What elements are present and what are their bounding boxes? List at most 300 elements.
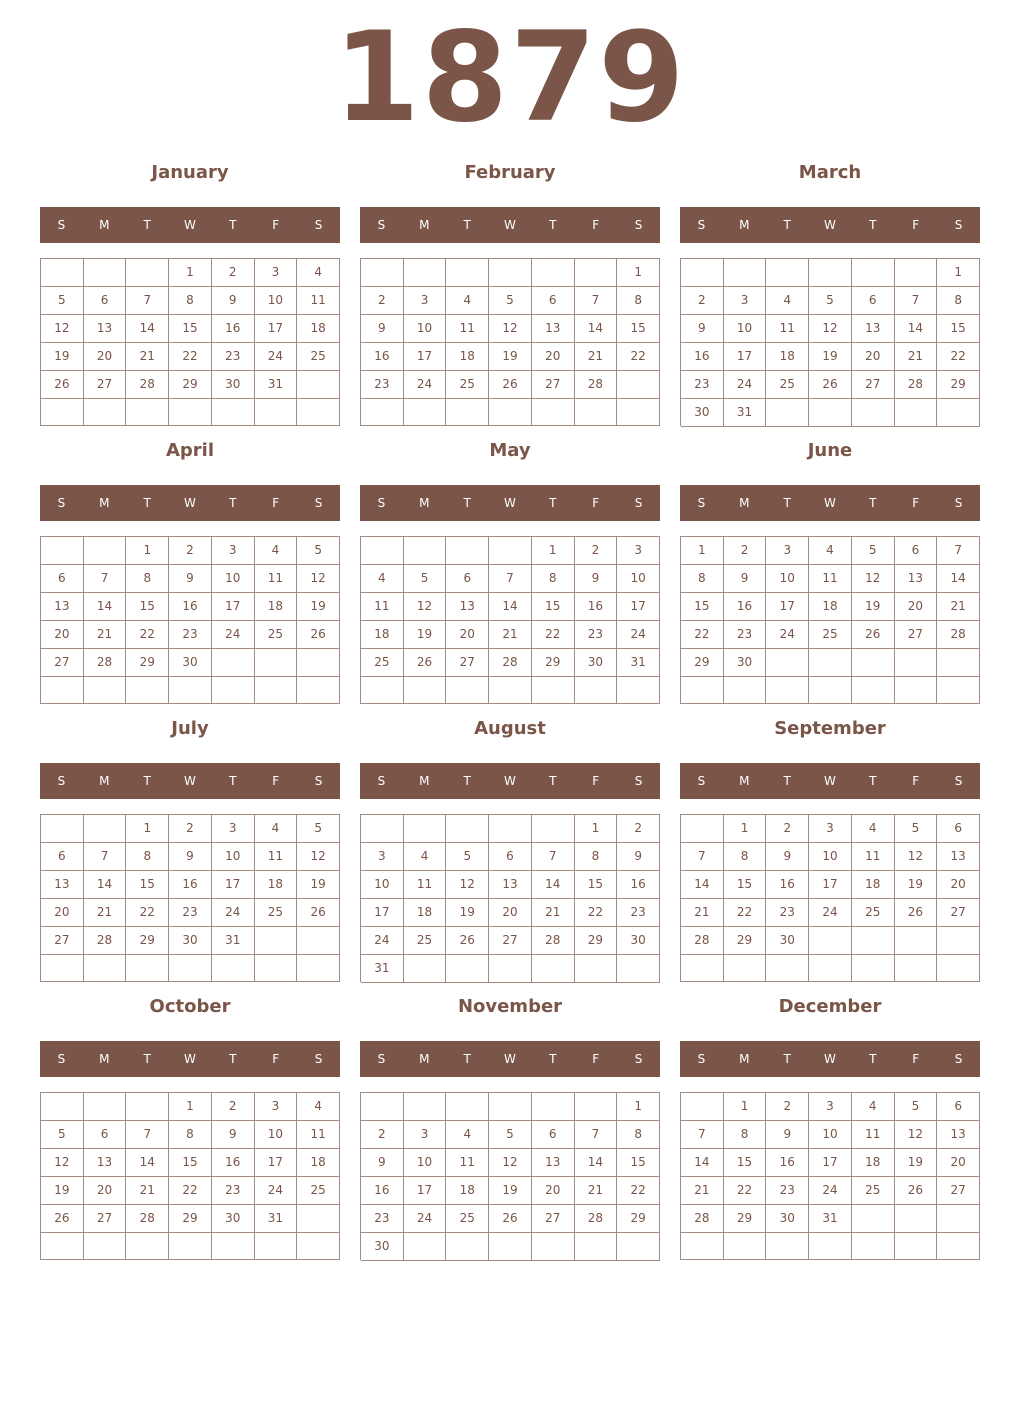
weekday-label: S: [954, 218, 963, 232]
empty-day-cell: [169, 677, 212, 704]
day-cell: 21: [681, 899, 724, 927]
day-cell: 1: [169, 259, 212, 287]
weekday-label: M: [419, 774, 430, 788]
weekday-label: M: [99, 774, 110, 788]
day-cell: 12: [297, 843, 340, 871]
month-september: [680, 711, 980, 989]
weekday-label: S: [954, 774, 963, 788]
weekday-header: [360, 485, 660, 521]
empty-day-cell: [297, 955, 340, 982]
day-cell: 17: [809, 1149, 852, 1177]
day-cell: 23: [617, 899, 660, 927]
day-cell: 15: [169, 315, 212, 343]
empty-day-cell: [809, 1233, 852, 1260]
day-cell: 22: [126, 621, 169, 649]
day-cell: 15: [169, 1149, 212, 1177]
day-cell: 15: [937, 315, 980, 343]
day-cell: 7: [937, 537, 980, 565]
day-cell: 13: [937, 843, 980, 871]
day-cell: 21: [937, 593, 980, 621]
day-cell: 24: [617, 621, 660, 649]
month-february: [360, 155, 660, 433]
day-cell: 14: [126, 315, 169, 343]
day-cell: 14: [84, 871, 127, 899]
weekday-label: T: [463, 1052, 471, 1066]
day-cell: 12: [404, 593, 447, 621]
day-cell: 9: [766, 1121, 809, 1149]
empty-day-cell: [361, 815, 404, 843]
empty-day-cell: [404, 537, 447, 565]
weekday-header: [40, 1041, 340, 1077]
day-cell: 13: [41, 871, 84, 899]
empty-day-cell: [809, 259, 852, 287]
empty-day-cell: [84, 815, 127, 843]
day-cell: 26: [297, 621, 340, 649]
day-cell: 5: [404, 565, 447, 593]
empty-day-cell: [297, 1233, 340, 1260]
empty-day-cell: [937, 677, 980, 704]
empty-day-cell: [575, 677, 618, 704]
weekday-label: S: [314, 218, 323, 232]
empty-day-cell: [404, 399, 447, 426]
day-cell: 31: [255, 371, 298, 399]
day-cell: 21: [575, 343, 618, 371]
day-cell: 25: [766, 371, 809, 399]
day-cell: 21: [575, 1177, 618, 1205]
day-cell: 12: [489, 315, 532, 343]
day-grid: [360, 814, 660, 982]
day-cell: 5: [489, 287, 532, 315]
empty-day-cell: [255, 955, 298, 982]
day-grid: [40, 814, 340, 982]
empty-day-cell: [212, 649, 255, 677]
weekday-header: [40, 207, 340, 243]
month-title: March: [798, 162, 862, 183]
day-cell: 19: [297, 871, 340, 899]
empty-day-cell: [489, 399, 532, 426]
day-cell: 16: [681, 343, 724, 371]
day-cell: 26: [895, 899, 938, 927]
day-cell: 4: [446, 287, 489, 315]
weekday-label: S: [377, 774, 386, 788]
months-grid: [40, 155, 980, 1267]
month-title: June: [807, 440, 853, 461]
day-cell: 11: [404, 871, 447, 899]
month-title: August: [474, 718, 546, 739]
day-cell: 23: [681, 371, 724, 399]
weekday-label: W: [824, 1052, 836, 1066]
weekday-label: T: [229, 218, 237, 232]
empty-day-cell: [937, 927, 980, 955]
day-cell: 2: [766, 815, 809, 843]
day-cell: 2: [724, 537, 767, 565]
day-cell: 29: [724, 927, 767, 955]
day-cell: 28: [575, 1205, 618, 1233]
day-cell: 10: [809, 1121, 852, 1149]
day-cell: 13: [532, 315, 575, 343]
weekday-label: T: [229, 1052, 237, 1066]
day-cell: 16: [212, 315, 255, 343]
day-cell: 24: [212, 899, 255, 927]
month-title: October: [149, 996, 231, 1017]
empty-day-cell: [84, 1233, 127, 1260]
weekday-label: W: [184, 1052, 196, 1066]
day-cell: 9: [361, 1149, 404, 1177]
day-cell: 2: [617, 815, 660, 843]
day-cell: 27: [84, 371, 127, 399]
day-grid: [680, 814, 980, 982]
empty-day-cell: [41, 1233, 84, 1260]
weekday-label: T: [783, 496, 791, 510]
weekday-header: [360, 1041, 660, 1077]
day-cell: 7: [575, 287, 618, 315]
empty-day-cell: [766, 649, 809, 677]
empty-day-cell: [361, 537, 404, 565]
day-cell: 19: [41, 343, 84, 371]
day-cell: 16: [575, 593, 618, 621]
weekday-label: W: [504, 774, 516, 788]
empty-day-cell: [617, 1233, 660, 1261]
day-cell: 9: [617, 843, 660, 871]
empty-day-cell: [489, 677, 532, 704]
day-cell: 4: [255, 537, 298, 565]
day-cell: 4: [766, 287, 809, 315]
empty-day-cell: [446, 815, 489, 843]
empty-day-cell: [446, 955, 489, 983]
day-cell: 9: [575, 565, 618, 593]
empty-day-cell: [41, 677, 84, 704]
weekday-label: F: [912, 1052, 920, 1066]
day-cell: 23: [575, 621, 618, 649]
day-cell: 3: [255, 259, 298, 287]
weekday-label: M: [739, 218, 750, 232]
day-cell: 6: [895, 537, 938, 565]
day-cell: 11: [852, 843, 895, 871]
weekday-label: T: [143, 774, 151, 788]
day-cell: 30: [169, 927, 212, 955]
day-cell: 15: [724, 871, 767, 899]
empty-day-cell: [126, 399, 169, 426]
day-cell: 7: [895, 287, 938, 315]
day-cell: 18: [852, 1149, 895, 1177]
day-cell: 3: [212, 815, 255, 843]
empty-day-cell: [169, 399, 212, 426]
empty-day-cell: [895, 399, 938, 427]
day-cell: 5: [41, 287, 84, 315]
day-cell: 4: [809, 537, 852, 565]
weekday-label: F: [592, 1052, 600, 1066]
weekday-label: M: [419, 496, 430, 510]
day-cell: 17: [404, 343, 447, 371]
empty-day-cell: [575, 399, 618, 426]
day-cell: 4: [852, 815, 895, 843]
month-july: [40, 711, 340, 989]
day-cell: 26: [41, 371, 84, 399]
month-june: [680, 433, 980, 711]
day-cell: 11: [446, 1149, 489, 1177]
day-cell: 5: [446, 843, 489, 871]
empty-day-cell: [809, 399, 852, 427]
day-cell: 30: [169, 649, 212, 677]
weekday-label: W: [504, 496, 516, 510]
day-cell: 28: [895, 371, 938, 399]
empty-day-cell: [126, 1233, 169, 1260]
empty-day-cell: [681, 677, 724, 704]
day-cell: 25: [404, 927, 447, 955]
day-cell: 29: [126, 649, 169, 677]
empty-day-cell: [297, 1205, 340, 1233]
day-cell: 19: [297, 593, 340, 621]
day-cell: 11: [766, 315, 809, 343]
day-cell: 31: [617, 649, 660, 677]
day-cell: 22: [169, 1177, 212, 1205]
day-cell: 6: [41, 565, 84, 593]
month-title: May: [489, 440, 531, 461]
day-cell: 4: [404, 843, 447, 871]
day-cell: 14: [681, 1149, 724, 1177]
weekday-label: W: [184, 218, 196, 232]
empty-day-cell: [84, 399, 127, 426]
day-cell: 18: [404, 899, 447, 927]
empty-day-cell: [84, 1093, 127, 1121]
weekday-label: T: [143, 496, 151, 510]
day-cell: 5: [895, 1093, 938, 1121]
empty-day-cell: [41, 259, 84, 287]
day-cell: 21: [895, 343, 938, 371]
empty-day-cell: [212, 1233, 255, 1260]
day-cell: 11: [297, 1121, 340, 1149]
day-cell: 26: [297, 899, 340, 927]
day-cell: 8: [617, 287, 660, 315]
day-cell: 7: [126, 287, 169, 315]
empty-day-cell: [532, 399, 575, 426]
empty-day-cell: [724, 1233, 767, 1260]
day-cell: 18: [809, 593, 852, 621]
day-cell: 16: [766, 1149, 809, 1177]
weekday-label: T: [549, 218, 557, 232]
day-cell: 17: [212, 593, 255, 621]
empty-day-cell: [84, 537, 127, 565]
day-cell: 29: [126, 927, 169, 955]
day-cell: 22: [724, 1177, 767, 1205]
day-cell: 1: [126, 537, 169, 565]
empty-day-cell: [489, 955, 532, 983]
day-cell: 25: [255, 899, 298, 927]
day-cell: 25: [297, 343, 340, 371]
day-cell: 8: [724, 843, 767, 871]
day-cell: 5: [41, 1121, 84, 1149]
day-cell: 6: [532, 1121, 575, 1149]
day-cell: 20: [937, 871, 980, 899]
empty-day-cell: [617, 371, 660, 399]
empty-day-cell: [575, 1093, 618, 1121]
day-cell: 2: [361, 287, 404, 315]
weekday-label: W: [504, 1052, 516, 1066]
day-cell: 28: [126, 371, 169, 399]
day-cell: 25: [852, 899, 895, 927]
empty-day-cell: [41, 399, 84, 426]
day-cell: 11: [361, 593, 404, 621]
day-cell: 24: [255, 1177, 298, 1205]
empty-day-cell: [404, 955, 447, 983]
day-cell: 28: [575, 371, 618, 399]
empty-day-cell: [937, 1233, 980, 1260]
day-cell: 2: [361, 1121, 404, 1149]
empty-day-cell: [489, 1093, 532, 1121]
day-cell: 13: [489, 871, 532, 899]
weekday-label: T: [549, 774, 557, 788]
weekday-label: S: [314, 774, 323, 788]
empty-day-cell: [255, 1233, 298, 1260]
empty-day-cell: [809, 955, 852, 982]
day-cell: 13: [852, 315, 895, 343]
empty-day-cell: [895, 1233, 938, 1260]
day-cell: 29: [169, 371, 212, 399]
day-cell: 28: [681, 1205, 724, 1233]
day-cell: 23: [361, 371, 404, 399]
day-cell: 11: [852, 1121, 895, 1149]
day-grid: [360, 536, 660, 704]
day-cell: 21: [681, 1177, 724, 1205]
day-cell: 23: [212, 1177, 255, 1205]
day-cell: 20: [41, 899, 84, 927]
empty-day-cell: [681, 1233, 724, 1260]
day-cell: 10: [766, 565, 809, 593]
day-cell: 14: [575, 315, 618, 343]
month-march: [680, 155, 980, 433]
empty-day-cell: [212, 955, 255, 982]
day-cell: 10: [724, 315, 767, 343]
day-cell: 19: [489, 343, 532, 371]
empty-day-cell: [895, 1205, 938, 1233]
day-cell: 9: [681, 315, 724, 343]
empty-day-cell: [852, 259, 895, 287]
day-cell: 22: [532, 621, 575, 649]
empty-day-cell: [446, 1093, 489, 1121]
empty-day-cell: [937, 649, 980, 677]
empty-day-cell: [446, 677, 489, 704]
day-cell: 3: [255, 1093, 298, 1121]
day-cell: 22: [724, 899, 767, 927]
day-grid: [680, 258, 980, 426]
day-cell: 23: [212, 343, 255, 371]
weekday-label: W: [824, 774, 836, 788]
day-cell: 9: [212, 1121, 255, 1149]
day-grid: [40, 258, 340, 426]
month-title: February: [464, 162, 556, 183]
day-cell: 30: [724, 649, 767, 677]
weekday-label: T: [869, 774, 877, 788]
day-cell: 17: [255, 1149, 298, 1177]
day-cell: 14: [532, 871, 575, 899]
weekday-label: T: [869, 496, 877, 510]
weekday-label: T: [783, 774, 791, 788]
empty-day-cell: [84, 677, 127, 704]
day-cell: 24: [809, 899, 852, 927]
day-cell: 12: [41, 315, 84, 343]
weekday-label: M: [99, 1052, 110, 1066]
day-cell: 2: [169, 815, 212, 843]
day-cell: 20: [937, 1149, 980, 1177]
weekday-label: T: [463, 496, 471, 510]
day-cell: 15: [617, 1149, 660, 1177]
empty-day-cell: [404, 677, 447, 704]
day-cell: 24: [361, 927, 404, 955]
day-cell: 18: [361, 621, 404, 649]
weekday-label: F: [272, 496, 280, 510]
day-cell: 22: [937, 343, 980, 371]
day-cell: 20: [532, 1177, 575, 1205]
weekday-header: [680, 1041, 980, 1077]
day-cell: 27: [84, 1205, 127, 1233]
day-cell: 6: [937, 815, 980, 843]
day-cell: 14: [489, 593, 532, 621]
day-cell: 30: [212, 371, 255, 399]
day-cell: 3: [404, 1121, 447, 1149]
day-cell: 29: [532, 649, 575, 677]
weekday-label: F: [592, 218, 600, 232]
day-cell: 26: [852, 621, 895, 649]
month-october: [40, 989, 340, 1267]
day-cell: 14: [575, 1149, 618, 1177]
day-cell: 19: [809, 343, 852, 371]
empty-day-cell: [169, 955, 212, 982]
empty-day-cell: [297, 649, 340, 677]
day-cell: 18: [446, 1177, 489, 1205]
day-cell: 9: [724, 565, 767, 593]
day-cell: 24: [255, 343, 298, 371]
weekday-label: S: [377, 496, 386, 510]
empty-day-cell: [724, 677, 767, 704]
day-cell: 12: [489, 1149, 532, 1177]
day-cell: 16: [361, 343, 404, 371]
day-cell: 5: [852, 537, 895, 565]
day-cell: 16: [766, 871, 809, 899]
weekday-label: T: [229, 774, 237, 788]
day-cell: 21: [489, 621, 532, 649]
day-cell: 18: [446, 343, 489, 371]
empty-day-cell: [766, 677, 809, 704]
day-cell: 15: [532, 593, 575, 621]
day-cell: 12: [895, 843, 938, 871]
day-cell: 12: [41, 1149, 84, 1177]
day-cell: 31: [809, 1205, 852, 1233]
empty-day-cell: [126, 1093, 169, 1121]
day-cell: 14: [84, 593, 127, 621]
empty-day-cell: [404, 259, 447, 287]
day-cell: 3: [617, 537, 660, 565]
weekday-header: [680, 207, 980, 243]
day-cell: 22: [169, 343, 212, 371]
weekday-label: F: [592, 774, 600, 788]
day-cell: 1: [724, 815, 767, 843]
day-cell: 10: [404, 1149, 447, 1177]
day-cell: 1: [617, 259, 660, 287]
day-cell: 20: [446, 621, 489, 649]
day-cell: 7: [681, 1121, 724, 1149]
empty-day-cell: [895, 677, 938, 704]
empty-day-cell: [617, 399, 660, 426]
empty-day-cell: [532, 1233, 575, 1261]
day-cell: 19: [852, 593, 895, 621]
day-cell: 18: [297, 315, 340, 343]
weekday-label: T: [463, 774, 471, 788]
day-cell: 7: [84, 843, 127, 871]
empty-day-cell: [255, 399, 298, 426]
day-cell: 19: [895, 1149, 938, 1177]
day-cell: 27: [852, 371, 895, 399]
day-cell: 7: [126, 1121, 169, 1149]
